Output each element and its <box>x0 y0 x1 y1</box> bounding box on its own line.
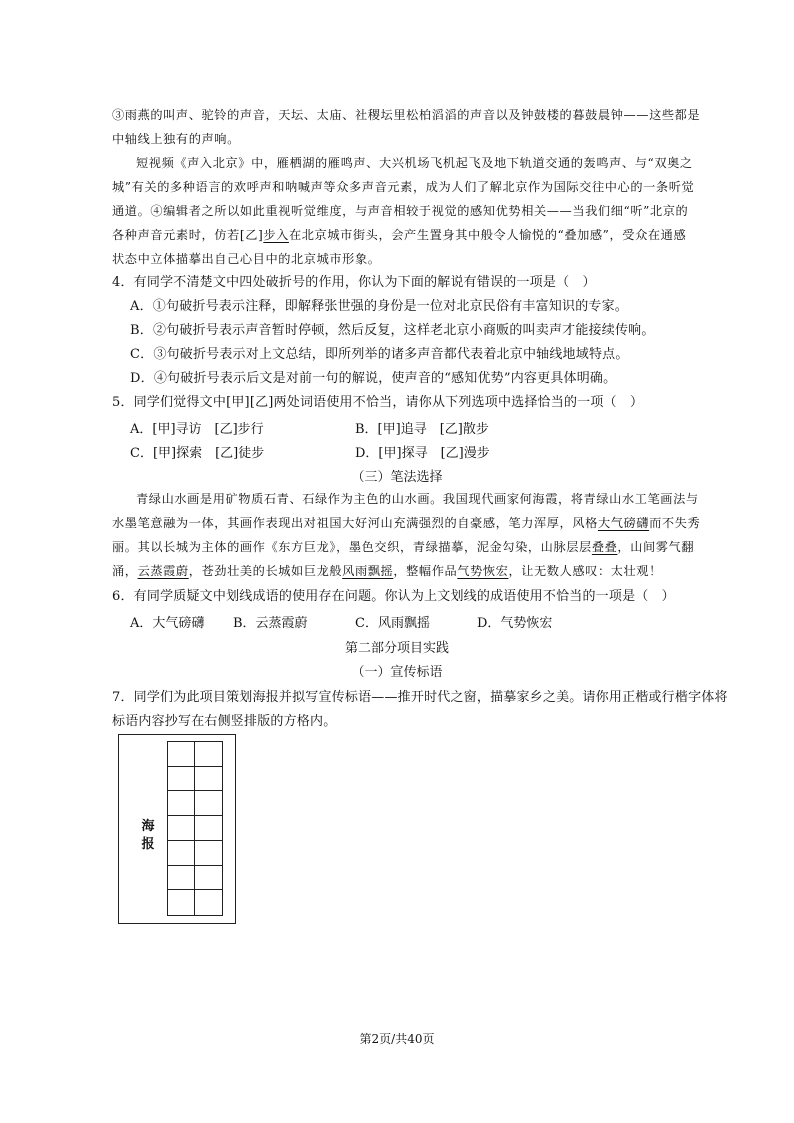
text-segment: 而不失秀 <box>649 516 701 530</box>
text-segment: 丽。其以长城为主体的画作《东方巨龙》，墨色交织，青绿描摹，泥金勾染，山脉层层 <box>112 540 592 554</box>
text-segment: 涌， <box>112 564 138 578</box>
passage2-line <box>112 538 694 556</box>
q5-option-d: D．[甲]探寻 [乙]漫步 <box>355 446 490 461</box>
passage1-line: 状态中立体描摹出自己心目中的北京城市形象。 <box>112 252 381 266</box>
passage1-line: 中轴线上独有的声响。 <box>112 132 240 146</box>
q6-option-c: C．风雨飘摇 <box>355 616 430 631</box>
text-segment: ，苍劲壮美的长城如巨龙般 <box>188 564 343 578</box>
question-6-stem: 6．有同学质疑文中划线成语的使用存在问题。你认为上文划线的成语使用不恰当的一项是（ ） <box>112 589 675 604</box>
passage2-line <box>112 562 662 580</box>
underlined-idiom: 大气磅礴 <box>597 516 650 530</box>
q4-option-d: D．④句破折号表示后文是对前一句的解说，使声音的“感知优势”内容更具体明确。 <box>130 371 617 386</box>
text-segment: ，让无数人感叹：太壮观！ <box>508 564 662 578</box>
q5-option-b: B．[甲]追寻 [乙]散步 <box>355 422 489 437</box>
text-segment: ，山间雾气翻 <box>617 540 695 554</box>
q6-option-b: B．云蒸霞蔚 <box>233 616 308 631</box>
underlined-word: 步入 <box>263 228 289 242</box>
passage1-line: 通道。④编辑者之所以如此重视听觉维度，与声音相较于视觉的感知优势相关——当我们细“听”北京的 <box>112 204 689 218</box>
grid-cell[interactable] <box>195 866 222 891</box>
underlined-idiom: 云蒸霞蔚 <box>137 564 189 578</box>
grid-cell[interactable] <box>168 742 195 767</box>
q5-option-c: C．[甲]探索 [乙]徒步 <box>130 446 265 461</box>
grid-cell[interactable] <box>168 791 195 816</box>
passage1-line: 城”有关的多种语言的欢呼声和呐喊声等众多声音元素，成为人们了解北京作为国际交往中心的一条听觉 <box>112 180 695 194</box>
text-segment: 各种声音元素时，仿若[乙] <box>112 228 264 242</box>
poster-label: 海报 <box>141 819 155 852</box>
question-7-stem: 7．同学们为此项目策划海报并拟写宣传标语——推开时代之窗，描摹家乡之美。请你用正楷或行楷字体将 <box>112 690 728 705</box>
underlined-idiom: 风雨飘摇 <box>342 564 394 578</box>
passage1-line <box>112 226 686 244</box>
section-heading: （一）宣传标语 <box>351 665 443 680</box>
text-segment: 水墨笔意融为一体，其画作表现出对祖国大好河山充满强烈的自豪感，笔力浑厚，风格 <box>112 516 598 530</box>
passage1-line: ③雨燕的叫声、驼铃的声音，天坛、太庙、社稷坛里松柏滔滔的声音以及钟鼓楼的暮鼓晨钟——这些都是 <box>112 108 701 122</box>
grid-cell[interactable] <box>195 742 222 767</box>
passage2-line: 青绿山水画是用矿物质石青、石绿作为主色的山水画。我国现代画家何海霞，将青绿山水工笔画法与 <box>136 492 699 506</box>
passage2-line <box>112 514 700 532</box>
question-7-stem: 标语内容抄写在右侧竖排版的方格内。 <box>112 714 337 729</box>
q4-option-c: C．③句破折号表示对上文总结，即所列举的诸多声音都代表着北京中轴线地域特点。 <box>130 347 629 362</box>
q5-option-a: A．[甲]寻访 [乙]步行 <box>130 422 264 437</box>
grid-cell[interactable] <box>195 816 222 841</box>
q4-option-a: A．①句破折号表示注释，即解释张世强的身份是一位对北京民俗有丰富知识的专家。 <box>130 299 628 314</box>
grid-cell[interactable] <box>168 890 195 915</box>
grid-cell[interactable] <box>168 767 195 792</box>
text-segment: 在北京城市街头，会产生置身其中般令人愉悦的“叠加感”，受众在通感 <box>288 228 687 242</box>
passage1-line: 短视频《声入北京》中，雁栖湖的雁鸣声、大兴机场飞机起飞及地下轨道交通的轰鸣声、与“双奥之 <box>136 156 693 170</box>
grid-cell[interactable] <box>195 841 222 866</box>
writing-grid[interactable] <box>167 741 223 916</box>
grid-cell[interactable] <box>195 767 222 792</box>
underlined-idiom: 气势恢宏 <box>457 564 509 578</box>
q6-option-a: A．大气磅礴 <box>130 616 205 631</box>
underlined-word: 叠叠 <box>591 540 618 554</box>
grid-cell[interactable] <box>168 866 195 891</box>
part-heading: 第二部分项目实践 <box>344 641 449 656</box>
grid-cell[interactable] <box>195 791 222 816</box>
text-segment: ，整幅作品 <box>393 564 458 578</box>
q6-option-d: D．气势恢宏 <box>477 616 553 631</box>
grid-cell[interactable] <box>168 816 195 841</box>
grid-cell[interactable] <box>195 890 222 915</box>
q4-option-b: B．②句破折号表示声音暂时停顿，然后反复，这样老北京小商贩的叫卖声才能接续传响。 <box>130 323 655 338</box>
page-footer: 第2页/共40页 <box>359 1032 435 1046</box>
question-5-stem: 5．同学们觉得文中[甲][乙]两处词语使用不恰当，请你从下列选项中选择恰当的一项（ ） <box>112 395 644 410</box>
section-heading: （三）笔法选择 <box>351 470 443 485</box>
question-4-stem: 4．有同学不清楚文中四处破折号的作用，你认为下面的解说有错误的一项是（ ） <box>112 275 596 290</box>
grid-cell[interactable] <box>168 841 195 866</box>
